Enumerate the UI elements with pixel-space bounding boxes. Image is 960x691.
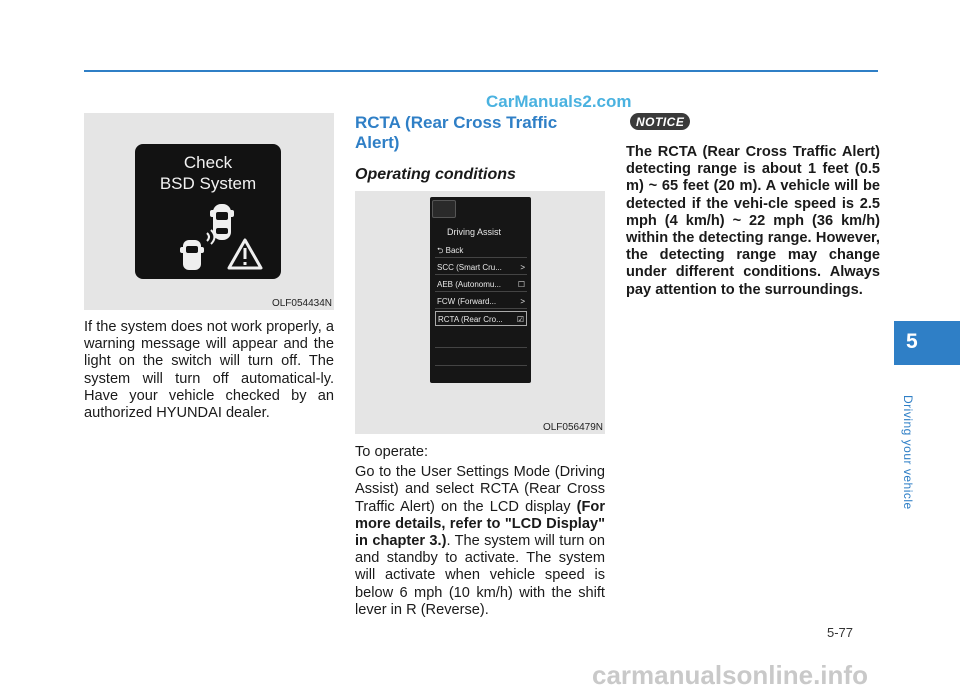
- chevron-right-icon: >: [520, 297, 525, 306]
- lcd-back-item: [435, 243, 527, 258]
- chapter-title: Driving your vehicle: [901, 395, 915, 510]
- divider: [435, 347, 527, 348]
- section-title: RCTA (Rear Cross Traffic Alert): [355, 113, 558, 152]
- figure-label: OLF054434N: [271, 298, 332, 309]
- lcd-item-label: AEB (Autonomu...: [437, 280, 502, 289]
- lcd-screen: [430, 197, 531, 383]
- column-middle: [355, 113, 605, 619]
- screen-line-1: Check: [183, 153, 233, 172]
- lcd-item-label: RCTA (Rear Cro...: [438, 315, 503, 324]
- lcd-mode-box: [432, 200, 456, 218]
- page-number: 5-77: [827, 625, 854, 640]
- divider: [435, 365, 527, 366]
- lcd-menu-title: Driving Assist: [447, 227, 502, 237]
- figure-check-bsd: [84, 113, 334, 310]
- subheading: Operating conditions: [355, 166, 516, 183]
- lcd-item-label: FCW (Forward...: [437, 297, 497, 306]
- checkbox-icon: ☐: [517, 280, 525, 289]
- cluster-screen: [135, 144, 281, 279]
- chapter-tab: [894, 321, 960, 365]
- lcd-menu-item: [435, 277, 527, 292]
- footer-watermark: carmanualsonline.info: [592, 660, 868, 690]
- figure-label: OLF056479N: [542, 422, 603, 433]
- column-right: [626, 113, 880, 299]
- operate-text-2: . The system will turn on and standby to activate. The system will activate when vehicle speed is below 6 mph (10 km/h) with the shift lever in R (Reverse).: [355, 533, 606, 618]
- lcd-back-label: ⮌ Back: [437, 246, 464, 255]
- lcd-item-label: SCC (Smart Cru...: [437, 263, 502, 272]
- notice-badge: NOTICE: [630, 113, 690, 130]
- chapter-number: 5: [906, 330, 918, 353]
- operate-text-1: Go to the User Settings Mode (Driving Assist) and select RCTA (Rear Cross Traffic Alert) on the LCD display: [355, 464, 605, 515]
- header-rule: [84, 70, 878, 72]
- lcd-menu-item: [435, 260, 527, 275]
- lcd-menu-item: [435, 294, 527, 309]
- chevron-right-icon: >: [520, 263, 525, 272]
- to-operate-label: To operate:: [355, 444, 429, 460]
- notice-text: The RCTA (Rear Cross Traffic Alert) detecting range is about 1 feet (0.5 m) ~ 65 feet (20 m). A vehicle will be detected if the vehi-cle speed is 2.5 mph (4 km/h) ~ 22 mph (36 km/h) within the detecting range. However, the detecting range may change under different conditions. Always pay attention to the surroundings.: [626, 144, 880, 298]
- operate-paragraph: [355, 464, 605, 619]
- column-left: [84, 113, 334, 422]
- chapter-side-title: [899, 395, 915, 515]
- figure-lcd-menu: [355, 191, 605, 434]
- screen-line-2: BSD System: [159, 174, 257, 193]
- bsd-car-warning-icon: [135, 144, 281, 279]
- warning-paragraph: If the system does not work properly, a warning message will appear and the light on the switch will turn off. The system will turn off automatical-ly. Have your vehicle checked by an authorized HYUNDAI dealer.: [84, 319, 334, 422]
- operate-text-bold: (For more details, refer to "LCD Display" in chapter 3.): [355, 498, 605, 550]
- watermark-top: CarManuals2.com: [486, 92, 632, 111]
- lcd-menu-item-selected: [435, 311, 527, 326]
- checkbox-checked-icon: ☑: [516, 315, 524, 324]
